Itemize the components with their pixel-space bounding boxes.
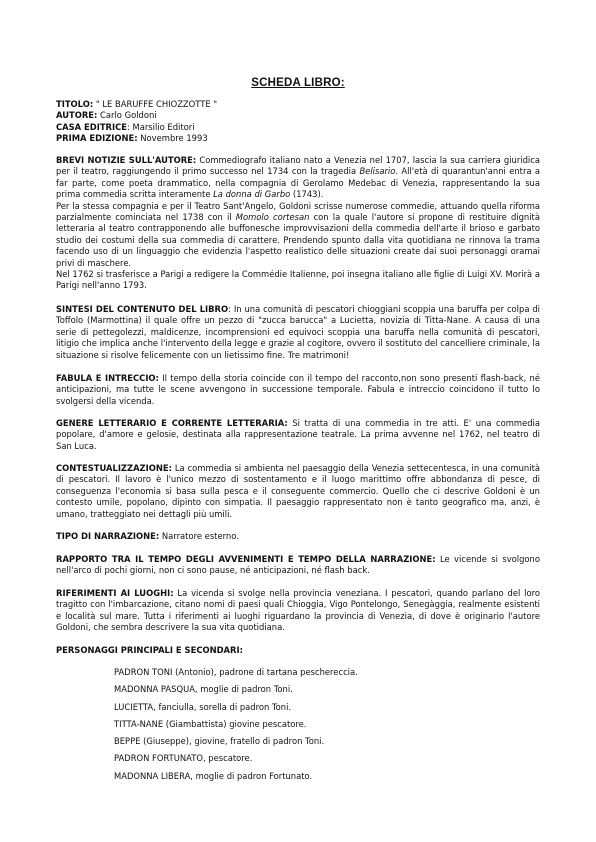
text-run: Le vicende si svolgono nell'arco di pochi giorni, non ci sono pause, né anticipazioni, né flash back. [56,554,540,576]
section-heading: RIFERIMENTI AI LUOGHI: [56,588,174,598]
section-context [56,463,540,520]
text-run: Commediografo italiano nato a Venezia nel 1707, lascia la sua carriera giuridica per il teatro, raggiungendo il primo successo nel 1734 con la tragedia [56,155,540,177]
section-heading: TIPO DI NARRAZIONE: [56,531,160,541]
text-run: La vicenda si svolge nella provincia veneziana. I pescatori, quando parlano del loro tragitto con l'imbarcazione, citano nomi di paesi quali Chioggia, Vigo Pontelongo, Senegàggia, realmente esistenti e località sul mare. Tutta i riferimenti ai luoghi riguardano la provincia di Venezia, di dove è originario l'autore Goldoni, che sembra descrivere la sua vita quotidiana. [56,588,541,633]
section-places [56,588,540,634]
text-run: La commedia si ambienta nel paesaggio della Venezia settecentesca, in una comunità di pescatori. Il lavoro è l'unico mezzo di sostentamento e il luogo marittimo offre abbondanza di pesce, di conseguenza l'economia si basa sulla pesca e il conseguente commercio. Quello che ci descrive Goldoni è un contesto umile, popolano, dipinto con simpatia. Il paesaggio rappresentato non è tanto geografico ma, anzi, è umano, tratteggiato nei dettagli più umili. [56,463,540,519]
places-paragraph [56,588,540,634]
text-run: : In una comunità di pescatori chioggiani scoppia una baruffa per colpa di Toffolo (Marmottina) il quale offre un pezzo di "zucca barucca" a Lucietta, novizia di Titta-Nane. A causa di una serie di pettegolezzi, maldicenze, incomprensioni ed equivoci scoppia una baruffa nella comunità di pescatori, litigio che implica anche l'intervento della legge e grazie al cogitore, ovvero il sostituto del cancelliere criminale, la situazione si risolve felicemente con un lietissimo fine. Tre matrimoni! [56,304,540,360]
section-heading: FABULA E INTRECCIO: [56,373,159,383]
work-title: Belisario [359,166,396,177]
text-run: Narratore esterno. [159,531,239,541]
time-relation-paragraph [56,554,540,577]
list-item: MADONNA PASQUA, moglie di padron Toni. [114,684,293,695]
list-item: TITTA-NANE (Giambattista) giovine pescatore. [114,718,307,729]
author-paragraph-3: Nel 1762 si trasferisce a Parigi a redigere la Commédie Italienne, poi insegna italiano alle figlie di Luigi XV. Morirà a Parigi nell'anno 1793. [56,269,540,291]
meta-author-line [56,110,217,121]
text-run: con la quale l'autore si propone di restituire dignità letteraria al teatro contrapponendo alle buffonesche improvvisazioni della commedia dell'arte il brioso e garbato studio dei costumi della sua commedia di carattere. Prendendo spunto dalla vita quotidiana ne rinnova la trama facendo uso di un linguaggio che evidenzia l'aspetto realistico delle situazioni create dai suoi personaggi oramai privi di maschere. [56,212,540,268]
section-fabula [56,373,540,407]
narration-paragraph [56,531,540,542]
meta-title-line [56,99,217,110]
section-narration-type [56,531,540,542]
meta-value: : Marsilio Editori [127,121,195,132]
list-item: PADRON FORTUNATO, pescatore. [114,753,253,764]
characters-heading [56,645,540,656]
section-heading: CONTESTUALIZZAZIONE: [56,463,172,473]
meta-value: Carlo Goldoni [97,110,157,121]
text-run: Il tempo della storia coincide con il tempo del racconto,non sono presenti flash-back, né anticipazioni, ma tutte le scene avvengono in successione temporale. Fabula e intreccio coincidono il tutto lo svolgersi della vicenda. [56,373,540,406]
section-heading: SINTESI DEL CONTENUTO DEL LIBRO [56,304,229,314]
section-time-relation [56,554,540,577]
meta-label: PRIMA EDIZIONE: [56,133,138,144]
book-metadata [56,99,217,145]
list-item: BEPPE (Giuseppe), giovine, fratello di padron Toni. [114,736,325,747]
list-item: PADRON TONI (Antonio), padrone di tartana peschereccia. [114,667,358,677]
summary-paragraph [56,304,540,361]
meta-label: AUTORE: [56,110,98,121]
work-title: La donna di Garbo [213,189,291,200]
meta-label: TITOLO: [56,99,94,109]
genre-paragraph [56,418,540,452]
section-heading: RAPPORTO TRA IL TEMPO DEGLI AVVENIMENTI E TEMPO DELLA NARRAZIONE: [56,554,436,564]
meta-value: " LE BARUFFE CHIOZZOTTE " [93,99,218,109]
section-heading: PERSONAGGI PRINCIPALI E SECONDARI: [56,645,243,655]
meta-publisher-line [56,122,217,133]
meta-edition-line [56,133,217,144]
section-characters [56,645,540,656]
meta-value: Novembre 1993 [137,133,208,144]
context-paragraph [56,463,540,520]
meta-label: CASA EDITRICE [56,121,127,132]
section-summary [56,304,540,361]
author-paragraph-2 [56,201,540,269]
work-title: Momolo cortesan [235,212,310,223]
list-item: LUCIETTA, fanciulla, sorella di padron Toni. [114,701,292,712]
text-run: Per la stessa compagnia e per il Teatro Sant'Angelo, Goldoni scrisse numerose commedie, attuando quella riforma parzialmente cominciata nel 1738 con il [56,200,540,223]
characters-list [114,664,358,785]
page-title: SCHEDA LIBRO: [251,77,345,89]
text-run: Si tratta di una commedia in tre atti. E' una commedia popolare, d'amore e gelosie, destinata alla rappresentazione teatrale. La prima avvenne nel 1762, nel teatro di San Luca. [56,418,540,451]
fabula-paragraph [56,373,540,407]
section-heading: BREVI NOTIZIE SULL'AUTORE: [56,155,197,165]
text-run: . All'età di quarantun'anni entra a far parte, come poeta drammatico, nella compagnia di Gerolamo Medebac di Venezia, rappresentando la sua prima commedia scritta interamente [56,166,540,200]
text-run: (1743). [290,189,324,200]
list-item: MADONNA LIBERA, moglie di padron Fortunato. [114,770,313,781]
section-genre [56,418,540,452]
section-heading: GENERE LETTERARIO E CORRENTE LETTERARIA: [56,418,288,428]
section-author [56,155,540,292]
author-paragraph-1 [56,155,540,201]
